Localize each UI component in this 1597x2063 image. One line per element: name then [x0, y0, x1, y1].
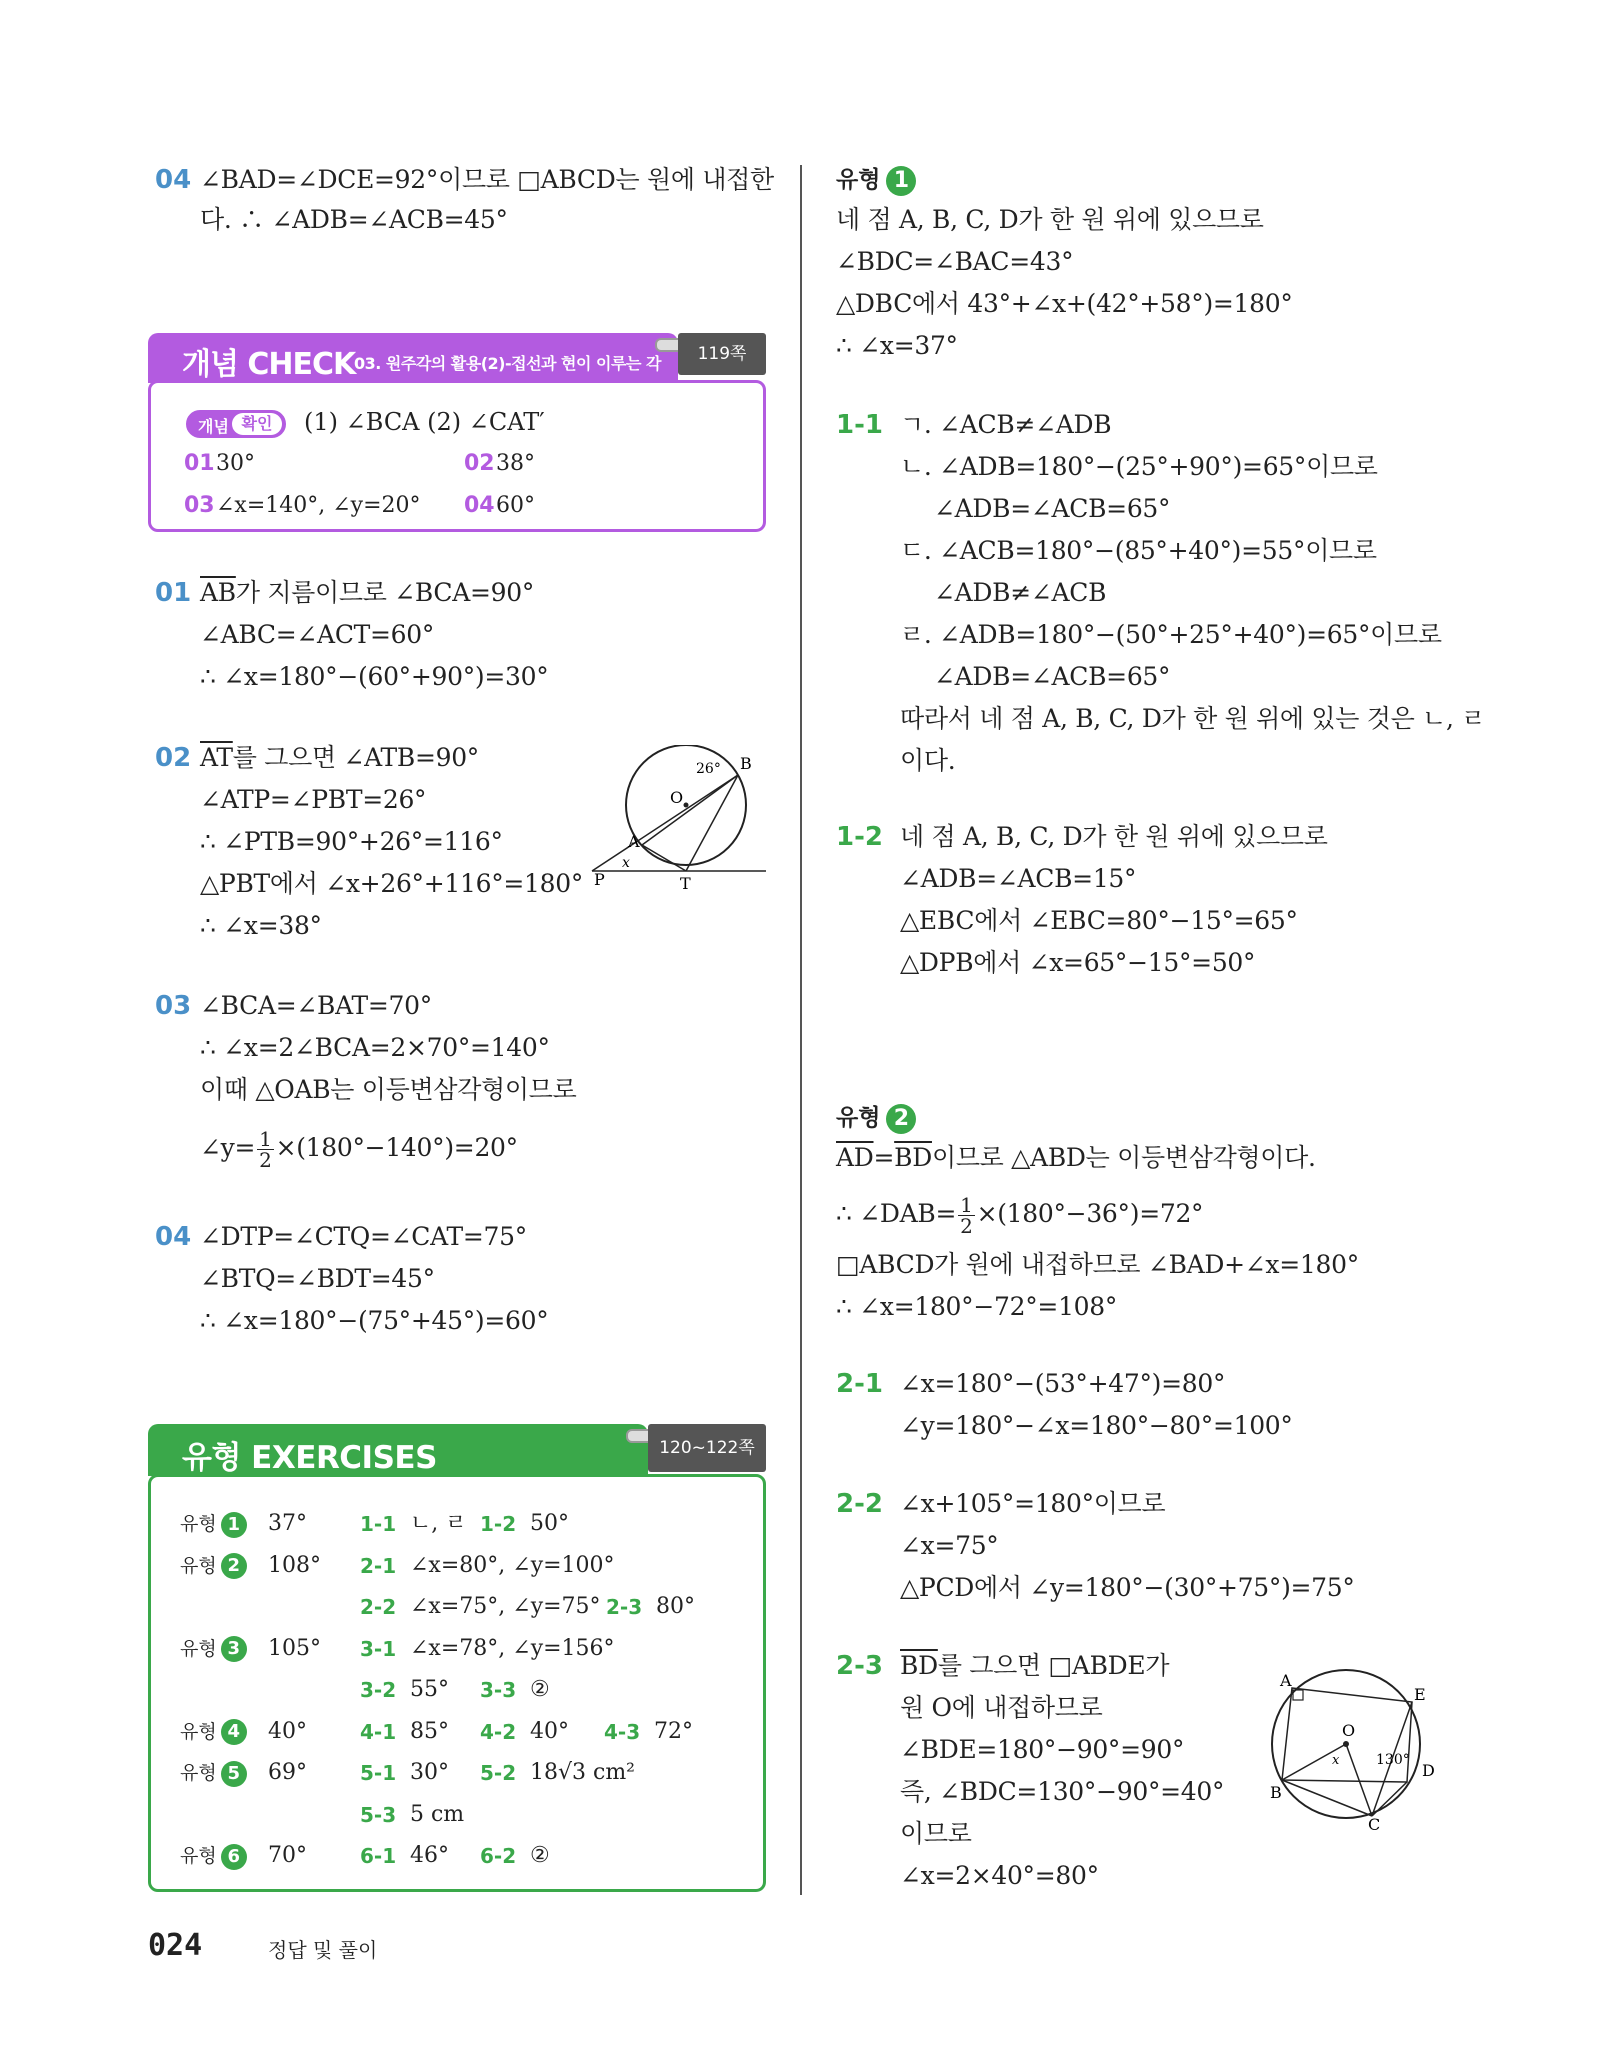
solution-line: [900, 1651, 1169, 1681]
solution-line: ∠ABC=∠ACT=60°: [200, 620, 435, 649]
solution-text: 를 그으면 □ABDE가: [937, 1651, 1170, 1680]
label-b: B: [1270, 1783, 1282, 1802]
label-t: T: [680, 874, 691, 893]
numerator: 1: [259, 1127, 272, 1151]
label-angle: 130°: [1376, 1752, 1410, 1768]
concept-item-number: 03: [184, 493, 215, 518]
numerator: 1: [960, 1193, 973, 1217]
label-o: O: [670, 788, 684, 807]
exercise-value: 80°: [656, 1594, 695, 1619]
fraction-half: [257, 1129, 273, 1170]
solution-text: 가 지름이므로 ∠BCA=90°: [235, 578, 535, 607]
type-number-badge: 2: [221, 1553, 247, 1579]
solution-line: ㄹ. ∠ADB=180°−(50°+25°+40°)=65°이므로: [900, 620, 1442, 649]
label-x: x: [1332, 1753, 1340, 1768]
solution-line: △PBT에서 ∠x+26°+116°=180°: [200, 869, 584, 898]
exercise-key: 5-1: [360, 1761, 397, 1785]
exercise-value: 18√3 cm²: [530, 1760, 636, 1785]
solution-line: ∴ ∠x=180°−72°=108°: [836, 1292, 1118, 1321]
solution-line: ㄴ. ∠ADB=180°−(25°+90°)=65°이므로: [900, 452, 1378, 481]
type-label: 유형: [836, 167, 881, 193]
problem-number: 2-1: [836, 1369, 883, 1399]
solution-text: 를 그으면 ∠ATB=90°: [232, 743, 479, 772]
exercise-value: 40°: [530, 1718, 569, 1744]
solution-line: ∠DTP=∠CTQ=∠CAT=75°: [200, 1222, 527, 1251]
exercise-type-label: [180, 1718, 247, 1746]
solution-line: 이다.: [900, 746, 956, 775]
solution-line: [200, 1124, 518, 1172]
exercise-value: 55°: [410, 1677, 449, 1702]
exercise-value: ㄴ, ㄹ: [410, 1511, 467, 1536]
exercise-type-answer: 105°: [268, 1635, 321, 1661]
solution-text: ×(180°−36°)=72°: [976, 1199, 1204, 1228]
solution-line: ∠BDE=180°−90°=90°: [900, 1735, 1185, 1764]
label-a: A: [628, 832, 640, 851]
label-p: P: [594, 870, 605, 889]
label-e: E: [1414, 1685, 1426, 1704]
concept-confirm-pill: [186, 410, 286, 438]
exercise-value: ∠x=75°, ∠y=75°: [410, 1594, 601, 1619]
solution-text: ∠y=: [200, 1133, 256, 1162]
exercise-key: 1-2: [480, 1512, 517, 1536]
solution-line: [200, 578, 534, 608]
label-b: B: [740, 754, 752, 773]
solution-line: ㄱ. ∠ACB≠∠ADB: [900, 410, 1112, 439]
concept-confirm-answer: (1) ∠BCA (2) ∠CAT′: [304, 408, 545, 436]
solution-line: 네 점 A, B, C, D가 한 원 위에 있으므로: [836, 205, 1264, 234]
exercise-key: 4-3: [604, 1719, 641, 1744]
type-heading: [836, 1102, 916, 1134]
concept-check-subtitle: 03. 원주각의 활용(2)-접선과 현이 이루는 각: [354, 354, 661, 373]
page-number: 024: [148, 1928, 203, 1963]
problem-number: 04: [155, 1222, 192, 1252]
solution-line: □ABCD가 원에 내접하므로 ∠BAD+∠x=180°: [836, 1250, 1359, 1279]
solution-line: ∠ADB≠∠ACB: [934, 578, 1107, 607]
solution-text: 이므로 △ABD는 이등변삼각형이다.: [931, 1143, 1316, 1172]
solution-line: [200, 743, 479, 773]
concept-item-value: 60°: [496, 493, 535, 518]
solution-line: ∴ ∠x=180°−(75°+45°)=60°: [200, 1306, 549, 1335]
denominator: 2: [259, 1148, 272, 1172]
solution-line: ㄷ. ∠ACB=180°−(85°+40°)=55°이므로: [900, 536, 1377, 565]
solution-line: ∠ADB=∠ACB=65°: [934, 494, 1171, 523]
segment-at: $\overline{AT}$: [200, 743, 233, 772]
type-label: 유형: [180, 1762, 217, 1784]
problem-number: 2-2: [836, 1489, 883, 1519]
exercise-value: 46°: [410, 1843, 449, 1868]
solution-line: ∠x=2×40°=80°: [900, 1861, 1099, 1890]
type-heading: [836, 164, 916, 196]
exercise-key: 3-1: [360, 1636, 397, 1661]
exercise-key: 6-2: [480, 1844, 517, 1868]
segment-bd: $\overline{BD}$: [900, 1651, 938, 1680]
type-label: 유형: [180, 1554, 217, 1577]
problem-number: 04: [155, 165, 192, 195]
exercise-value: 72°: [654, 1718, 693, 1744]
exercise-type-answer: 70°: [268, 1843, 307, 1868]
solution-text: ∴ ∠DAB=: [836, 1199, 957, 1228]
type-number-badge: 1: [886, 166, 916, 196]
exercise-value: 85°: [410, 1718, 449, 1744]
solution-line: ∠y=180°−∠x=180°−80°=100°: [900, 1411, 1293, 1440]
exercise-type-answer: 40°: [268, 1718, 307, 1744]
type-number-badge: 1: [221, 1512, 247, 1538]
concept-item-value: ∠x=140°, ∠y=20°: [216, 493, 421, 518]
solution-line: △PCD에서 ∠y=180°−(30°+75°)=75°: [900, 1573, 1355, 1602]
inscribed-quadrilateral-figure: [1262, 1660, 1452, 1830]
exercise-value: ∠x=78°, ∠y=156°: [410, 1635, 615, 1661]
concept-item-number: 04: [464, 493, 495, 518]
type-label: 유형: [836, 1105, 881, 1131]
label-c: C: [1368, 1815, 1381, 1830]
type-number-badge: 4: [221, 1719, 247, 1745]
exercise-key: 2-2: [360, 1595, 397, 1619]
solution-line: ∴ ∠PTB=90°+26°=116°: [200, 827, 503, 856]
solution-line: ∠x=75°: [900, 1531, 999, 1560]
solution-line: ∠BAD=∠DCE=92°이므로 □ABCD는 원에 내접한: [200, 165, 774, 194]
pill-label-confirm: 확인: [232, 413, 282, 435]
concept-item-number: 01: [184, 451, 215, 476]
solution-line: 원 O에 내접하므로: [900, 1693, 1103, 1722]
solution-line: 즉, ∠BDC=130°−90°=40°: [900, 1777, 1225, 1806]
label-d: D: [1422, 1761, 1435, 1780]
exercise-key: 5-2: [480, 1761, 517, 1785]
solution-line: 이때 △OAB는 이등변삼각형이므로: [200, 1075, 577, 1104]
solution-line: △DPB에서 ∠x=65°−15°=50°: [900, 948, 1256, 977]
problem-number: 02: [155, 743, 192, 773]
exercise-type-label: [180, 1552, 247, 1580]
column-divider: [800, 165, 802, 1895]
problem-number: 03: [155, 991, 192, 1021]
solution-line: ∠x=180°−(53°+47°)=80°: [900, 1369, 1226, 1398]
exercise-value: ②: [530, 1843, 550, 1868]
exercise-type-label: [180, 1510, 247, 1538]
exercise-key: 4-1: [360, 1719, 397, 1744]
label-o: O: [1342, 1721, 1356, 1740]
type-number-badge: 5: [221, 1761, 247, 1787]
exercise-type-answer: 37°: [268, 1511, 307, 1536]
type-number-badge: 6: [221, 1844, 247, 1870]
problem-number: 2-3: [836, 1651, 883, 1681]
solution-line: 네 점 A, B, C, D가 한 원 위에 있으므로: [900, 822, 1328, 851]
label-x: x: [622, 855, 630, 871]
exercise-type-label: [180, 1842, 247, 1870]
exercise-type-answer: 108°: [268, 1552, 321, 1578]
solution-line: ∠BDC=∠BAC=43°: [836, 247, 1074, 276]
solution-line: ∠ATP=∠PBT=26°: [200, 785, 427, 814]
type-label: 유형: [180, 1720, 217, 1743]
exercise-key: 2-1: [360, 1553, 397, 1578]
segment-bd: $\overline{BD}$: [894, 1143, 932, 1172]
solution-line: ∴ ∠x=180°−(60°+90°)=30°: [200, 662, 549, 691]
type-number-badge: 3: [221, 1636, 247, 1662]
solution-line: △DBC에서 43°+∠x+(42°+58°)=180°: [836, 289, 1293, 318]
exercises-header: [148, 1424, 648, 1476]
solution-line: ∠BTQ=∠BDT=45°: [200, 1264, 435, 1293]
exercise-value: 50°: [530, 1511, 569, 1536]
exercise-value: ∠x=80°, ∠y=100°: [410, 1552, 615, 1578]
exercise-value: ②: [530, 1677, 550, 1702]
exercise-key: 5-3: [360, 1802, 397, 1827]
exercise-key: 4-2: [480, 1719, 517, 1744]
solution-line: $\overline{AD}=\overline{BD}$이므로 △ABD는 이등변삼각형이다.: [836, 1143, 1316, 1172]
solution-line: 다. ∴ ∠ADB=∠ACB=45°: [200, 205, 508, 234]
exercises-title: 유형 EXERCISES: [182, 1440, 437, 1476]
page-reference-tag: 120~122쪽: [648, 1424, 766, 1472]
pill-label: 개념: [198, 417, 229, 436]
solution-line: [836, 1190, 1203, 1238]
solution-line: ∠x+105°=180°이므로: [900, 1489, 1166, 1518]
problem-number: 1-1: [836, 410, 883, 440]
exercise-key: 1-1: [360, 1512, 397, 1536]
exercise-key: 3-2: [360, 1678, 397, 1702]
exercise-type-label: [180, 1635, 247, 1663]
exercise-value: 30°: [410, 1760, 449, 1785]
exercise-value: 5 cm: [410, 1801, 465, 1827]
exercise-type-answer: 69°: [268, 1760, 307, 1785]
exercise-key: 2-3: [606, 1595, 643, 1619]
page-reference-tag: 119쪽: [678, 333, 766, 375]
concept-item-value: 38°: [496, 451, 535, 476]
solution-line: △EBC에서 ∠EBC=80°−15°=65°: [900, 906, 1298, 935]
exercise-key: 6-1: [360, 1844, 397, 1868]
solution-line: ∴ ∠x=2∠BCA=2×70°=140°: [200, 1033, 550, 1062]
concept-check-header: [148, 333, 678, 383]
solution-line: ∠ADB=∠ACB=65°: [934, 662, 1171, 691]
type-label: 유형: [180, 1637, 217, 1660]
problem-number: 1-2: [836, 822, 883, 852]
type-label: 유형: [180, 1513, 217, 1535]
concept-item-value: 30°: [216, 451, 255, 476]
fraction-half: [958, 1195, 974, 1236]
solution-line: 따라서 네 점 A, B, C, D가 한 원 위에 있는 것은 ㄴ, ㄹ: [900, 704, 1486, 733]
problem-number: 01: [155, 578, 192, 608]
exercise-key: 3-3: [480, 1678, 517, 1702]
segment-ab: $\overline{AB}$: [200, 578, 236, 607]
concept-item-number: 02: [464, 451, 495, 476]
type-number-badge: 2: [886, 1104, 916, 1134]
solution-line: ∠ADB=∠ACB=15°: [900, 864, 1137, 893]
denominator: 2: [960, 1214, 973, 1238]
solution-line: 이므로: [900, 1819, 972, 1848]
solution-line: ∴ ∠x=37°: [836, 331, 958, 360]
solution-line: ∴ ∠x=38°: [200, 911, 322, 940]
exercise-type-label: [180, 1759, 247, 1787]
circle-tangent-figure: [590, 745, 770, 895]
footer-label: 정답 및 풀이: [268, 1938, 378, 1962]
label-angle: 26°: [696, 761, 721, 777]
concept-check-title: 개념 CHECK: [182, 347, 356, 382]
label-a: A: [1280, 1671, 1292, 1690]
solution-line: ∠BCA=∠BAT=70°: [200, 991, 432, 1020]
solution-text: ×(180°−140°)=20°: [275, 1133, 518, 1162]
type-label: 유형: [180, 1845, 217, 1867]
segment-ad: $\overline{AD}$: [836, 1143, 874, 1172]
